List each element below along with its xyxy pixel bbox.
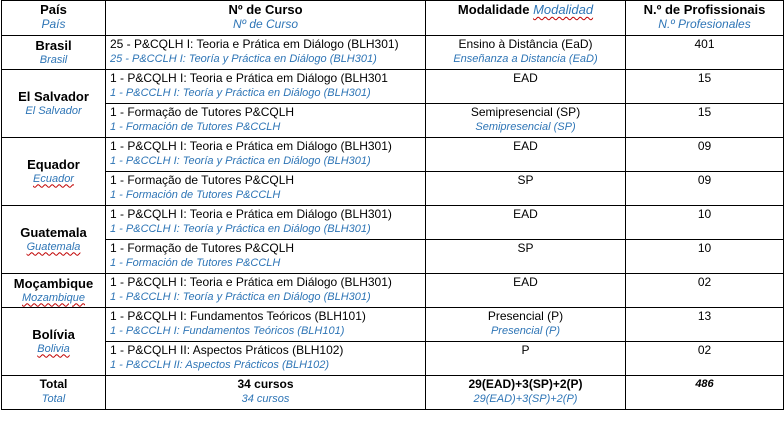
course-name: 1 - P&CQLH I: Teoria e Prática em Diálogo (BLH301) [110,207,392,221]
country-cell-guatemala [2,206,106,274]
modality-cell [426,206,626,240]
professionals-cell: 09 [626,138,784,172]
course-cell [106,274,426,308]
country-cell-equador [2,138,106,206]
table-row [2,138,784,172]
modality-cell [426,138,626,172]
course-cell [106,36,426,70]
professionals-cell: 15 [626,104,784,138]
total-label-cell [2,376,106,410]
table-row [2,172,784,206]
table-row [2,240,784,274]
country-translation: Brasil [39,53,68,66]
header-modality [426,1,626,36]
course-name: 1 - Formação de Tutores P&CQLH [110,173,295,187]
table-row [2,36,784,70]
modality-cell [426,240,626,274]
modality-translation: Semipresencial (SP) [475,121,576,133]
modality-name: EAD [513,71,538,85]
modality-name: SP [517,173,534,187]
modality-name: EAD [513,139,538,153]
header-country-translation: País [41,17,66,31]
course-cell [106,240,426,274]
table-row [2,308,784,342]
modality-name: Presencial (P) [487,309,564,323]
country-name: Guatemala [20,224,87,240]
country-translation: Bolivia [37,342,70,355]
modality-cell [426,308,626,342]
course-name: 1 - Formação de Tutores P&CQLH [110,105,295,119]
header-course [106,1,426,36]
course-name: 1 - P&CQLH I: Fundamentos Teóricos (BLH101) [110,309,366,323]
table-row [2,70,784,104]
course-name: 1 - P&CQLH I: Teoria e Prática em Diálogo (BLH301) [110,139,392,153]
modality-cell [426,342,626,376]
courses-table [1,0,784,410]
course-cell [106,206,426,240]
total-label: Total [39,377,68,391]
total-courses-translation: 34 cursos [241,393,290,405]
total-courses-cell [106,376,426,410]
course-translation: 1 - P&CCLH II: Aspectos Prácticos (BLH102) [110,359,330,371]
modality-name: EAD [513,207,538,221]
course-translation: 25 - P&CCLH I: Teoría y Práctica en Diálogo (BLH301) [110,53,377,65]
header-course-translation: Nº de Curso [232,17,299,31]
course-translation: 1 - P&CCLH I: Teoría y Práctica en Diálogo (BLH301) [110,155,371,167]
country-cell-brasil [2,36,106,70]
modality-name: Ensino à Distância (EaD) [458,37,593,51]
total-professionals-cell [626,376,784,410]
header-modality-label: Modalidade [457,2,530,17]
course-name: 1 - P&CQLH I: Teoria e Prática em Diálogo (BLH301 [110,71,388,85]
country-cell-mocambique [2,274,106,308]
header-country [2,1,106,36]
total-modality: 29(EAD)+3(SP)+2(P) [468,377,583,391]
total-label-translation: Total [41,393,66,405]
professionals-cell: 10 [626,240,784,274]
header-row [2,1,784,36]
professionals-cell: 13 [626,308,784,342]
country-name: Equador [27,156,80,172]
course-cell [106,342,426,376]
table-row [2,206,784,240]
modality-cell [426,172,626,206]
total-modality-translation: 29(EAD)+3(SP)+2(P) [473,393,578,405]
professionals-cell: 02 [626,274,784,308]
modality-name: EAD [513,275,538,289]
table-row [2,104,784,138]
professionals-cell: 09 [626,172,784,206]
modality-name: P [521,343,530,357]
modality-translation: Presencial (P) [490,325,561,337]
country-translation: El Salvador [25,104,82,117]
country-name: Bolívia [32,326,75,342]
course-name: 1 - P&CQLH I: Teoria e Prática em Diálogo (BLH301) [110,275,392,289]
total-row [2,376,784,410]
course-translation: 1 - Formación de Tutores P&CCLH [110,257,281,269]
header-country-label: País [40,2,67,17]
country-translation: Ecuador [33,172,74,185]
total-courses: 34 cursos [237,377,294,391]
professionals-cell: 15 [626,70,784,104]
total-modality-cell [426,376,626,410]
course-cell [106,70,426,104]
course-translation: 1 - Formación de Tutores P&CCLH [110,121,281,133]
modality-cell [426,70,626,104]
course-name: 25 - P&CQLH I: Teoria e Prática em Diálogo (BLH301) [110,37,399,51]
table-row [2,342,784,376]
country-translation: Mozambique [22,291,85,304]
course-cell [106,308,426,342]
header-modality-translation: Modalidad [533,2,594,17]
course-translation: 1 - P&CCLH I: Fundamentos Teóricos (BLH101) [110,325,345,337]
course-cell [106,172,426,206]
modality-name: SP [517,241,534,255]
course-cell [106,138,426,172]
course-translation: 1 - P&CCLH I: Teoría y Práctica en Diálogo (BLH301) [110,87,371,99]
modality-cell [426,274,626,308]
country-cell-el-salvador [2,70,106,138]
course-translation: 1 - P&CCLH I: Teoría y Práctica en Diálogo (BLH301) [110,223,371,235]
professionals-cell: 10 [626,206,784,240]
header-professionals [626,1,784,36]
professionals-cell: 02 [626,342,784,376]
header-professionals-label: N.º de Profissionais [643,2,766,17]
country-translation: Guatemala [26,240,81,253]
course-translation: 1 - P&CCLH I: Teoría y Práctica en Diálogo (BLH301) [110,291,371,303]
course-name: 1 - P&CQLH II: Aspectos Práticos (BLH102) [110,343,344,357]
professionals-cell: 401 [626,36,784,70]
modality-name: Semipresencial (SP) [470,105,581,119]
course-cell [106,104,426,138]
country-name: Moçambique [13,275,94,291]
modality-cell [426,104,626,138]
header-course-label: Nº de Curso [228,2,303,17]
modality-cell [426,36,626,70]
course-translation: 1 - Formación de Tutores P&CCLH [110,189,281,201]
country-name: El Salvador [18,88,89,104]
country-name: Brasil [35,37,72,53]
modality-translation: Enseñanza a Distancia (EaD) [453,53,598,65]
table-row [2,274,784,308]
country-cell-bolivia [2,308,106,376]
course-name: 1 - Formação de Tutores P&CQLH [110,241,295,255]
total-professionals: 486 [695,378,714,390]
header-professionals-translation: N.º Profesionales [658,17,751,31]
